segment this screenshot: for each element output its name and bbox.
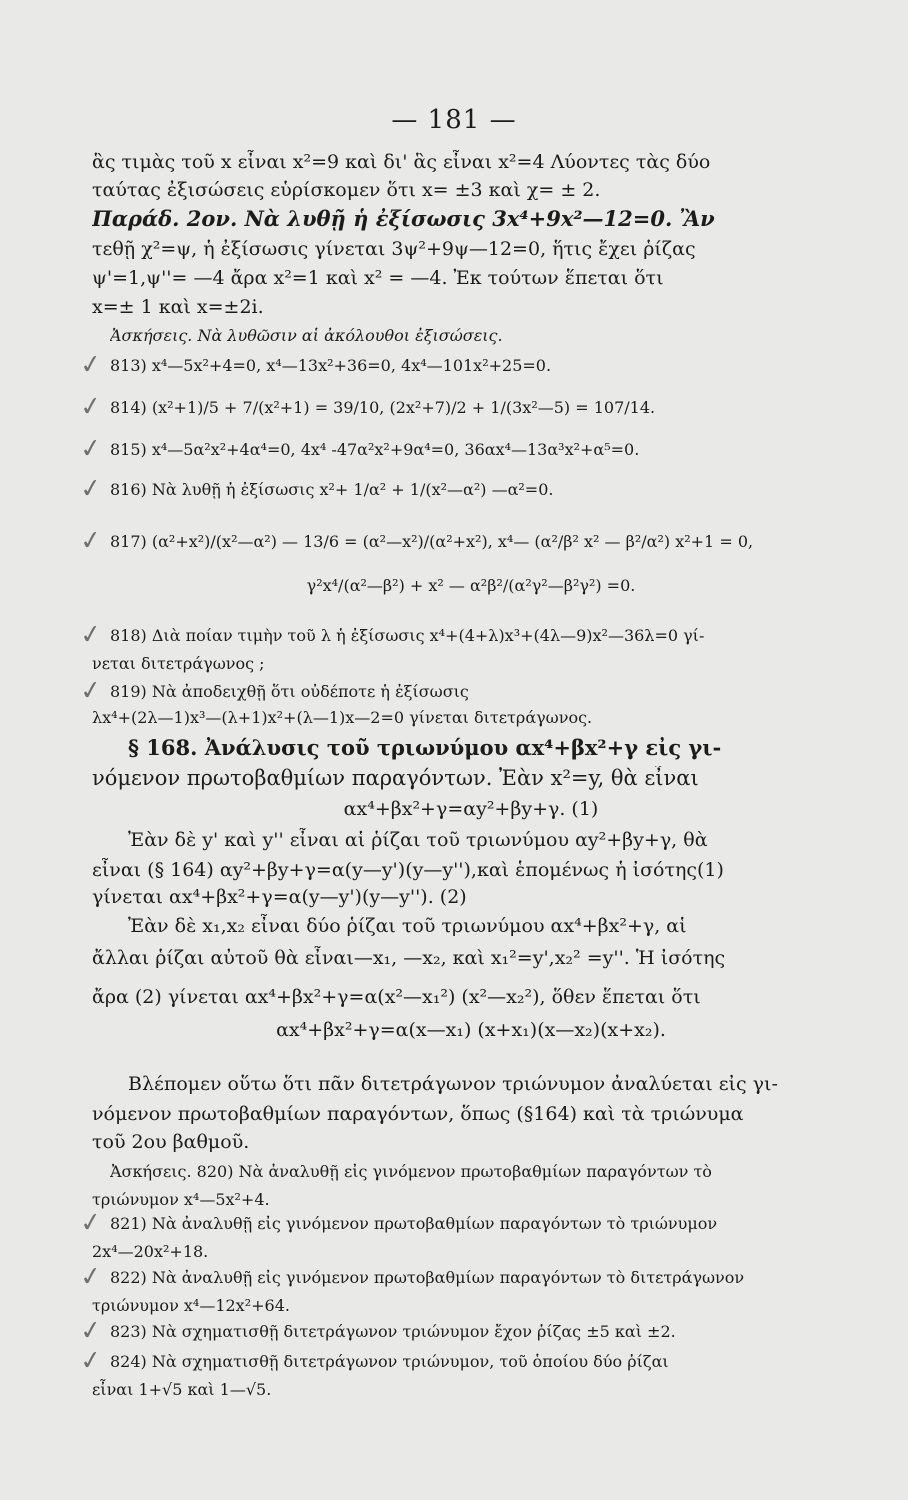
text-line: τριώνυμον x⁴—5x²+4. [92, 1190, 270, 1209]
check-mark-icon: ✓ [78, 524, 104, 558]
text-line: 2x⁴—20x²+18. [92, 1242, 209, 1261]
text-line: νεται διτετράγωνος ; [92, 654, 265, 673]
check-mark-icon: ✓ [78, 432, 104, 466]
text-line: ἃς τιμὰς τοῦ x εἶναι x²=9 καὶ δι' ἃς εἶναι x²=4 Λύοντες τὰς δύο [92, 151, 711, 173]
section-168-heading: § 168. Ἀνάλυσις τοῦ τριωνύμου αx⁴+βx²+γ εἰς γι- [128, 736, 722, 760]
check-mark-icon: ✓ [78, 618, 104, 652]
text-line: εἶναι (§ 164) αy²+βy+γ=α(y—y')(y—y''),καὶ ἑπομένως ἡ ἰσότης(1) [92, 859, 724, 881]
exercise-817-continued: γ²x⁴/(α²—β²) + x² — α²β²/(α²γ²—β²γ²) =0. [306, 576, 636, 595]
exercises-heading: Ἀσκήσεις. Νὰ λυθῶσιν αἱ ἀκόλουθοι ἐξισώσεις. [110, 326, 503, 345]
text-line: Βλέπομεν οὕτω ὅτι πᾶν διτετράγωνον τριώνυμον ἀναλύεται εἰς γι- [128, 1073, 778, 1095]
check-mark-icon: ✓ [78, 1314, 104, 1348]
text-line: λx⁴+(2λ—1)x³—(λ+1)x²+(λ—1)x—2=0 γίνεται διτετράγωνος. [92, 708, 593, 727]
text-line: τριώνυμον x⁴—12x²+64. [92, 1296, 290, 1315]
text-line: ἄρα (2) γίνεται αx⁴+βx²+γ=α(x²—x₁²) (x²—x₂²), ὅθεν ἕπεται ὅτι [92, 986, 701, 1008]
text-line: Ἐὰν δὲ x₁,x₂ εἶναι δύο ῥίζαι τοῦ τριωνύμου αx⁴+βx²+γ, αἱ [128, 915, 687, 937]
page-number: — 181 — [391, 105, 517, 135]
example-heading: Παράδ. 2ον. Νὰ λυθῇ ἡ ἐξίσωσις 3x⁴+9x²—12=0. Ἂν [92, 207, 715, 231]
exercise-820: Ἀσκήσεις. 820) Νὰ ἀναλυθῇ εἰς γινόμενον πρωτοβαθμίων παραγόντων τὸ [110, 1162, 712, 1181]
check-mark-icon: ✓ [78, 472, 104, 506]
text-line: ψ'=1,ψ''= —4 ἄρα x²=1 καὶ x² = —4. Ἐκ τούτων ἕπεται ὅτι [92, 267, 664, 289]
equation-1: αx⁴+βx²+γ=αy²+βy+γ. (1) [343, 798, 599, 820]
exercise-824: 824) Νὰ σχηματισθῇ διτετράγωνον τριώνυμον, τοῦ ὁποίου δύο ῥίζαι [110, 1352, 669, 1371]
check-mark-icon: ✓ [78, 1206, 104, 1240]
text-line: τεθῇ χ²=ψ, ἡ ἐξίσωσις γίνεται 3ψ²+9ψ—12=0, ἥτις ἔχει ῥίζας [92, 238, 696, 260]
check-mark-icon: ✓ [78, 348, 104, 382]
exercise-816: 816) Νὰ λυθῇ ἡ ἐξίσωσις x²+ 1/α² + 1/(x²—α²) —α²=0. [110, 480, 554, 499]
text-line: Ἐὰν δὲ y' καὶ y'' εἶναι αἱ ῥίζαι τοῦ τριωνύμου αy²+βy+γ, θὰ [128, 829, 708, 851]
exercise-817: 817) (α²+x²)/(x²—α²) — 13/6 = (α²—x²)/(α²+x²), x⁴— (α²/β² x² — β²/α²) x²+1 = 0, [110, 532, 754, 551]
exercise-821: 821) Νὰ ἀναλυθῇ εἰς γινόμενον πρωτοβαθμίων παραγόντων τὸ τριώνυμον [110, 1214, 718, 1233]
text-line: τοῦ 2ου βαθμοῦ. [92, 1131, 250, 1153]
text-line: νόμενον πρωτοβαθμίων παραγόντων. Ἐὰν x²=y, θὰ εἶναι [92, 766, 699, 790]
exercise-823: 823) Νὰ σχηματισθῇ διτετράγωνον τριώνυμον ἔχον ῥίζας ±5 καὶ ±2. [110, 1322, 676, 1341]
check-mark-icon: ✓ [78, 1260, 104, 1294]
check-mark-icon: ✓ [78, 1344, 104, 1378]
text-line: ἄλλαι ῥίζαι αὐτοῦ θὰ εἶναι—x₁, —x₂, καὶ x₁²=y',x₂² =y''. Ἡ ἰσότης [92, 947, 726, 969]
exercise-813: 813) x⁴—5x²+4=0, x⁴—13x²+36=0, 4x⁴—101x²+25=0. [110, 356, 552, 375]
equation-factorization: αx⁴+βx²+γ=α(x—x₁) (x+x₁)(x—x₂)(x+x₂). [276, 1019, 666, 1041]
exercise-819: 819) Νὰ ἀποδειχθῇ ὅτι οὐδέποτε ἡ ἐξίσωσις [110, 682, 469, 701]
check-mark-icon: ✓ [78, 674, 104, 708]
text-line: x=± 1 καὶ x=±2i. [92, 296, 264, 318]
equation-2: γίνεται αx⁴+βx²+γ=α(y—y')(y—y''). (2) [92, 886, 467, 908]
text-line: νόμενον πρωτοβαθμίων παραγόντων, ὅπως (§164) καὶ τὰ τριώνυμα [92, 1103, 744, 1125]
exercise-814: 814) (x²+1)/5 + 7/(x²+1) = 39/10, (2x²+7)/2 + 1/(3x²—5) = 107/14. [110, 398, 656, 417]
text-line: εἶναι 1+√5 καὶ 1—√5. [92, 1380, 272, 1399]
exercise-822: 822) Νὰ ἀναλυθῇ εἰς γινόμενον πρωτοβαθμίων παραγόντων τὸ διτετράγωνον [110, 1268, 745, 1287]
text-line: ταύτας ἐξισώσεις εὑρίσκομεν ὅτι x= ±3 καὶ χ= ± 2. [92, 179, 601, 201]
exercise-818: 818) Διὰ ποίαν τιμὴν τοῦ λ ἡ ἐξίσωσις x⁴+(4+λ)x³+(4λ—9)x²—36λ=0 γί- [110, 626, 705, 645]
check-mark-icon: ✓ [78, 390, 104, 424]
exercise-815: 815) x⁴—5α²x²+4α⁴=0, 4x⁴ -47α²x²+9α⁴=0, 36αx⁴—13α³x²+α⁵=0. [110, 440, 640, 459]
